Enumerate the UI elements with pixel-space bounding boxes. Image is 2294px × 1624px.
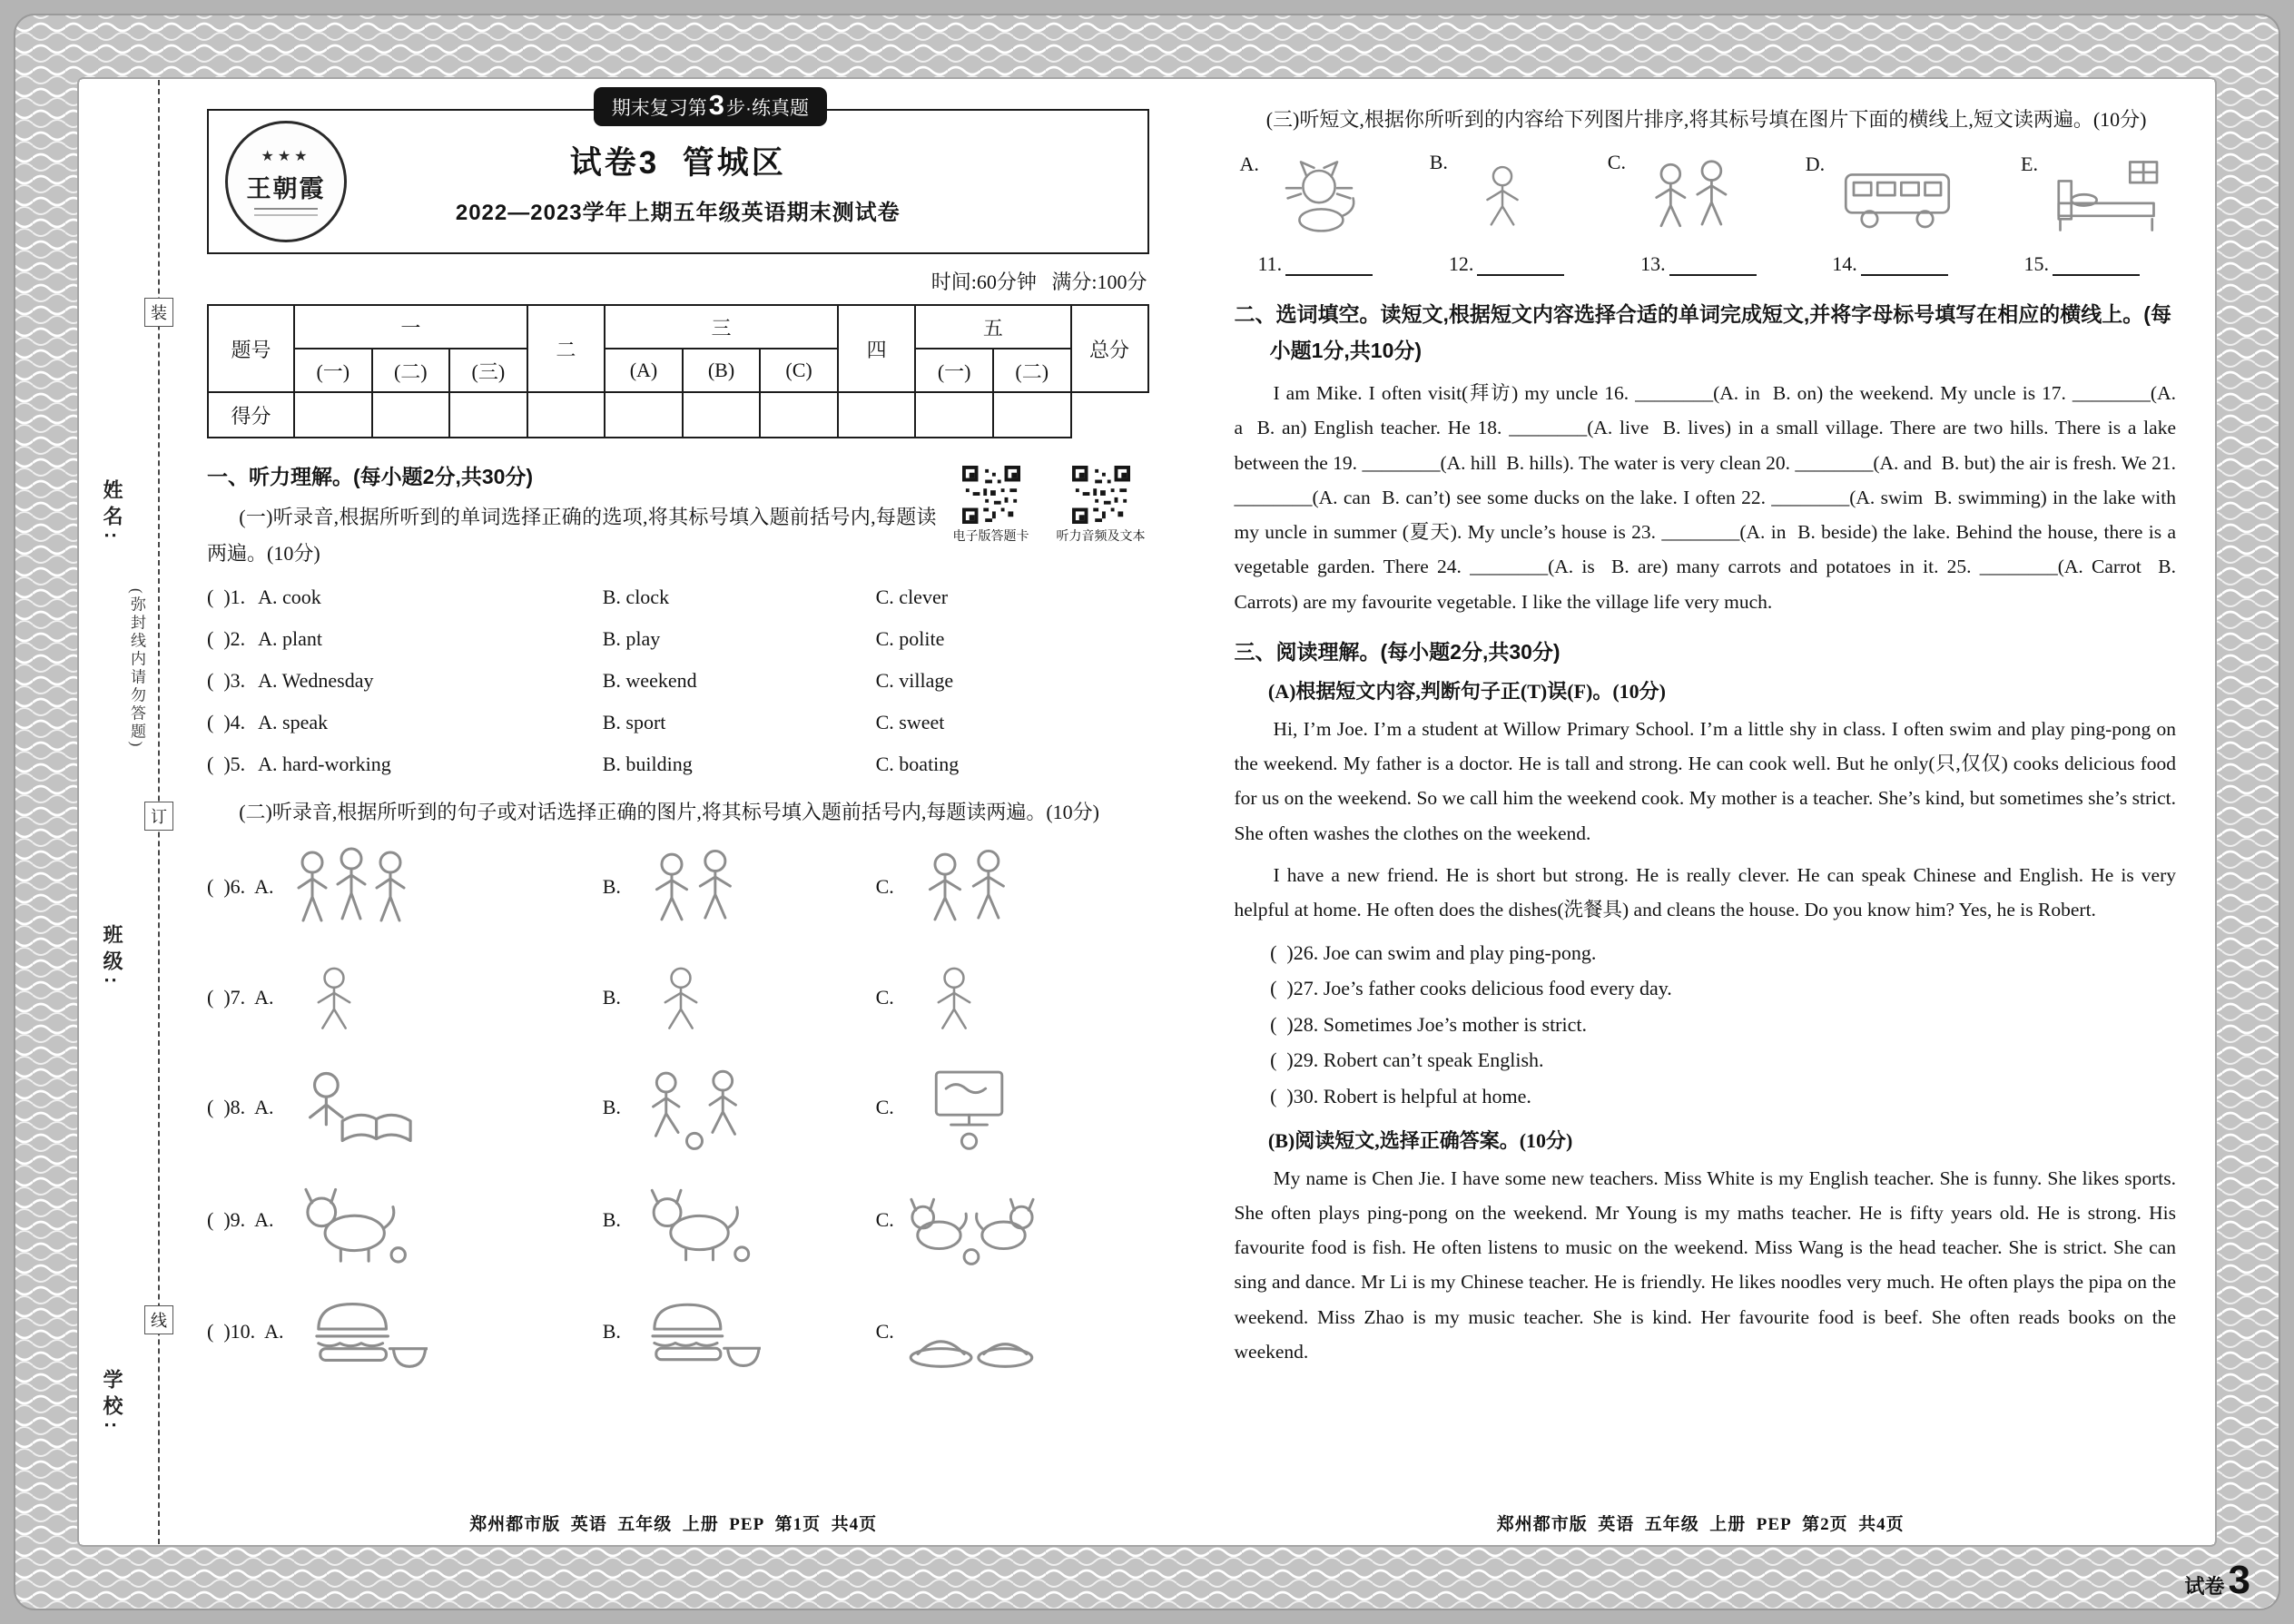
qr-code-icon bbox=[1072, 466, 1130, 524]
option-b-label: B. bbox=[602, 1207, 621, 1231]
hamburger-and-salad-image bbox=[293, 1283, 428, 1381]
question-number: ( )7. bbox=[207, 985, 246, 1009]
section-3-heading: 三、阅读理解。(每小题2分,共30分) bbox=[1234, 639, 1561, 664]
question-number: ( )5. bbox=[207, 753, 246, 776]
dancing-children-image bbox=[283, 836, 419, 938]
ordering-answer-blanks bbox=[1258, 252, 2141, 276]
answer-blank-12 bbox=[1477, 254, 1564, 276]
dumplings-and-dishes-image bbox=[903, 1283, 1038, 1381]
reading-passage-a-1: Hi, I’m Joe. I’m a student at Willow Primary School. I’m a little shy in class. I often swim and play ping-pong on the weekend. My father is a doctor. He is tall and strong. He can cook well. But he only(只,仅仅) cooks delicious food for us on the weekend. So we call him the weekend cook. My mother is a teacher. She’s kind, but sometimes she’s strict. She often washes the clothes on the weekend. bbox=[1234, 717, 2176, 844]
option-a: A. Wednesday bbox=[258, 669, 374, 693]
time-and-score-info: 时间:60分钟 满分:100分 bbox=[930, 271, 1147, 293]
question-row-5 bbox=[207, 743, 1149, 785]
score-header-5: 五 bbox=[915, 305, 1070, 349]
option-b: B. play bbox=[602, 627, 661, 651]
blank-number: 13. bbox=[1640, 251, 1666, 275]
score-sub-3: (A) bbox=[605, 349, 683, 392]
question-number: ( )1. bbox=[207, 586, 246, 609]
children-playing-football-image bbox=[630, 1059, 759, 1156]
blank-number: 11. bbox=[1257, 251, 1283, 275]
option-a: A. cook bbox=[258, 586, 321, 609]
two-puppies-with-ball-image bbox=[903, 1170, 1038, 1270]
tf-question-26: ( )26. Joe can swim and play ping-pong. bbox=[1270, 940, 1597, 964]
binding-mark-ding: 订 bbox=[144, 802, 173, 831]
section-2-heading: 二、选词填空。读短文,根据短文内容选择合适的单词完成短文,并将字母标号填写在相应的横线上。(每小题1分,共10分) bbox=[1234, 301, 2171, 362]
part-a-instructions: (A)根据短文内容,判断句子正(T)误(F)。(10分) bbox=[1267, 679, 1667, 703]
score-cell-empty bbox=[993, 392, 1071, 438]
review-step-badge bbox=[594, 87, 827, 126]
kitten-image bbox=[1265, 153, 1373, 240]
answer-blank-13 bbox=[1669, 254, 1757, 276]
question-row-8 bbox=[207, 1058, 1149, 1157]
option-c-label: C. bbox=[875, 1319, 894, 1343]
boy-jumping-image bbox=[1453, 151, 1551, 240]
option-a: A. hard-working bbox=[258, 753, 391, 776]
paper-subtitle: 2022—2023学年上期五年级英语期末测试卷 bbox=[455, 201, 901, 225]
paper-title: 试卷3 管城区 bbox=[569, 145, 786, 181]
option-b: B. sport bbox=[602, 711, 666, 734]
score-header-1: 一 bbox=[294, 305, 527, 349]
badge-prefix: 期末复习第 bbox=[611, 98, 707, 119]
question-row-2 bbox=[207, 618, 1149, 660]
score-cell-empty bbox=[605, 392, 683, 438]
part-b-instructions: (B)阅读短文,选择正确答案。(10分) bbox=[1267, 1128, 1573, 1152]
old-woman-image bbox=[283, 950, 385, 1045]
score-sub-7: (二) bbox=[993, 349, 1071, 392]
option-a-label: A. bbox=[254, 874, 274, 898]
score-cell-empty bbox=[915, 392, 993, 438]
option-b: B. building bbox=[602, 753, 693, 776]
corner-number: 3 bbox=[2228, 1558, 2250, 1602]
answer-blank-15 bbox=[2053, 254, 2140, 276]
section-1-heading: 一、听力理解。(每小题2分,共30分) bbox=[207, 465, 534, 488]
option-c: C. sweet bbox=[875, 711, 945, 734]
score-header-2: 二 bbox=[527, 305, 605, 392]
answer-blank-11 bbox=[1285, 254, 1373, 276]
page-1 bbox=[160, 80, 1187, 1544]
option-b-label: B. bbox=[602, 874, 621, 898]
boy-watching-tv-image bbox=[903, 1060, 1027, 1155]
question-number: ( )9. bbox=[207, 1207, 246, 1231]
qr-answer-card bbox=[953, 466, 1029, 545]
option-c-label: C. bbox=[875, 1095, 894, 1118]
score-table bbox=[207, 304, 1149, 438]
question-row-10 bbox=[207, 1283, 1149, 1381]
badge-number: 3 bbox=[708, 89, 724, 121]
logo-stars-icon: ★★★ bbox=[261, 149, 311, 164]
qr-answer-card-label: 电子版答题卡 bbox=[952, 530, 1029, 544]
score-header-row bbox=[208, 305, 1148, 349]
paper-content bbox=[80, 80, 2214, 1544]
picture-label: E. bbox=[2021, 152, 2038, 175]
corner-label: 试卷 bbox=[2184, 1575, 2225, 1598]
score-sub-1: (二) bbox=[372, 349, 450, 392]
option-c-label: C. bbox=[875, 874, 894, 898]
score-label-defen: 得分 bbox=[208, 392, 294, 438]
picture-label: D. bbox=[1805, 152, 1826, 175]
tf-question-28: ( )28. Sometimes Joe’s mother is strict. bbox=[1270, 1012, 1587, 1036]
question-row-6 bbox=[207, 836, 1149, 938]
question-row-1 bbox=[207, 576, 1149, 618]
question-number: ( )8. bbox=[207, 1095, 246, 1118]
boy-waving-image bbox=[903, 950, 1005, 1045]
part-1-instructions: (一)听录音,根据所听到的单词选择正确的选项,将其标号填入题前括号内,每题读两遍。(10分) bbox=[207, 506, 937, 565]
hamburger-and-ice-cream-image bbox=[630, 1284, 761, 1380]
option-b-label: B. bbox=[602, 1095, 621, 1118]
blank-number: 15. bbox=[2023, 251, 2049, 275]
boy-standing-image bbox=[630, 950, 732, 1045]
boy-comforting-friend-image bbox=[630, 840, 755, 934]
tf-question-30: ( )30. Robert is helpful at home. bbox=[1270, 1084, 1531, 1107]
school-label: 学校: bbox=[101, 1369, 123, 1435]
option-c: C. boating bbox=[875, 753, 960, 776]
option-a: A. plant bbox=[258, 627, 323, 651]
order-picture-b bbox=[1430, 151, 1551, 240]
puppy-with-ball-image bbox=[630, 1172, 757, 1268]
logo-brand-name: 王朝霞 bbox=[246, 175, 326, 202]
score-cell-empty bbox=[760, 392, 838, 438]
bedroom-image bbox=[2043, 153, 2171, 240]
score-sub-4: (B) bbox=[683, 349, 761, 392]
option-c-label: C. bbox=[875, 1207, 894, 1231]
score-entry-row bbox=[208, 392, 1148, 438]
question-number: ( )10. bbox=[207, 1319, 256, 1343]
option-a: A. speak bbox=[258, 711, 329, 734]
score-sub-2: (三) bbox=[449, 349, 527, 392]
option-a-label: A. bbox=[254, 985, 274, 1009]
puppy-sitting-image bbox=[283, 1171, 414, 1269]
score-header-4: 四 bbox=[838, 305, 916, 392]
question-number: ( )2. bbox=[207, 627, 246, 651]
badge-suffix: 步·练真题 bbox=[725, 98, 809, 119]
paper-number-corner bbox=[2185, 1560, 2251, 1600]
option-b-label: B. bbox=[602, 985, 621, 1009]
option-c: C. polite bbox=[875, 627, 945, 651]
blank-number: 14. bbox=[1832, 251, 1857, 275]
reading-passage-a-2: I have a new friend. He is short but strong. He is really clever. He can speak Chinese and English. He is very helpful at home. He often does the dishes(洗餐具) and cleans the house. Do you know him? Yes, he is Robert. bbox=[1234, 864, 2176, 921]
seal-margin bbox=[80, 80, 167, 1544]
qr-audio-text-label: 听力音频及文本 bbox=[1056, 530, 1146, 544]
binding-mark-zhuang: 装 bbox=[144, 298, 173, 327]
score-cell-empty bbox=[372, 392, 450, 438]
question-row-7 bbox=[207, 950, 1149, 1045]
order-picture-c bbox=[1608, 151, 1749, 240]
student-name-label: 姓名: bbox=[101, 479, 123, 546]
question-number: ( )6. bbox=[207, 874, 246, 898]
question-row-3 bbox=[207, 660, 1149, 702]
option-c-label: C. bbox=[875, 985, 894, 1009]
picture-label: B. bbox=[1429, 150, 1448, 173]
order-picture-a bbox=[1240, 153, 1373, 240]
option-c: C. clever bbox=[875, 586, 949, 609]
score-cell-empty bbox=[449, 392, 527, 438]
page-1-footer: 郑州都市版 英语 五年级 上册 PEP 第1页 共4页 bbox=[469, 1515, 878, 1534]
score-sub-0: (一) bbox=[294, 349, 372, 392]
picture-ordering-row bbox=[1240, 151, 2171, 240]
question-number: ( )4. bbox=[207, 711, 246, 734]
question-number: ( )3. bbox=[207, 669, 246, 693]
answer-blank-14 bbox=[1861, 254, 1948, 276]
score-sub-5: (C) bbox=[760, 349, 838, 392]
page-2 bbox=[1187, 80, 2215, 1544]
qr-audio-text bbox=[1057, 466, 1146, 545]
order-picture-e bbox=[2021, 153, 2171, 240]
order-picture-d bbox=[1806, 153, 1964, 240]
option-b-label: B. bbox=[602, 1319, 621, 1343]
option-c: C. village bbox=[875, 669, 954, 693]
children-exercising-image bbox=[903, 840, 1029, 934]
tf-question-29: ( )29. Robert can’t speak English. bbox=[1270, 1048, 1544, 1072]
father-and-son-image bbox=[1631, 151, 1749, 240]
part-3-instructions: (三)听短文,根据你所听到的内容给下列图片排序,将其标号填在图片下面的横线上,短文读两遍。(10分) bbox=[1265, 108, 2147, 131]
picture-label: C. bbox=[1607, 150, 1626, 173]
option-a-label: A. bbox=[254, 1095, 274, 1118]
score-cell-empty bbox=[527, 392, 605, 438]
score-subheader-row bbox=[208, 349, 1148, 392]
score-header-tihao: 题号 bbox=[208, 305, 294, 392]
part-2-instructions: (二)听录音,根据所听到的句子或对话选择正确的图片,将其标号填入题前括号内,每题读两遍。(10分) bbox=[239, 801, 1099, 824]
blank-number: 12. bbox=[1448, 251, 1474, 275]
question-row-4 bbox=[207, 702, 1149, 743]
option-a-label: A. bbox=[264, 1319, 284, 1343]
option-a-label: A. bbox=[254, 1207, 274, 1231]
tf-question-27: ( )27. Joe’s father cooks delicious food every day. bbox=[1270, 977, 1672, 1000]
girl-reading-image bbox=[283, 1058, 418, 1157]
seal-line-note: (弥封线内请勿答题) bbox=[128, 588, 145, 750]
score-header-total: 总分 bbox=[1071, 305, 1148, 392]
score-sub-6: (一) bbox=[915, 349, 993, 392]
title-box bbox=[207, 89, 1149, 254]
option-b: B. clock bbox=[602, 586, 670, 609]
picture-label: A. bbox=[1239, 152, 1259, 175]
class-label: 班级: bbox=[101, 924, 123, 990]
section-1-listening bbox=[207, 460, 1149, 576]
cloze-passage: I am Mike. I often visit(拜访) my uncle 16. ________(A. in B. on) the weekend. My uncle is 17. ________(A. a B. an) English teacher. He 18. ________(A. live B. lives) in a small village. There are two hills. There is a lake between the 19. ________(A. hill B. hills). The water is very clean 20. ________(A. and B. but) the air is fresh. We 21. ________(A. can B. can’t) see some ducks on the lake. I often 22. ________(A. swim B. swimming) in the lake with my uncle in summer (夏天). My uncle’s house is 23. ________(A. in B. beside) the lake. Behind the house, there is a vegetable garden. There 24. ________(A. is B. are) many carrots and potatoes in it. 25. ________(A. Carrot B. Carrots) are my favourite vegetable. I like the village life very much. bbox=[1234, 382, 2176, 613]
qr-code-icon bbox=[962, 466, 1020, 524]
qr-codes bbox=[953, 466, 1146, 545]
binding-mark-xian: 线 bbox=[144, 1305, 173, 1334]
score-header-3: 三 bbox=[605, 305, 838, 349]
option-b: B. weekend bbox=[602, 669, 697, 693]
score-cell-empty bbox=[683, 392, 761, 438]
score-cell-empty bbox=[294, 392, 372, 438]
school-bus-image bbox=[1830, 153, 1964, 240]
score-cell-empty bbox=[838, 392, 916, 438]
page-2-footer: 郑州都市版 英语 五年级 上册 PEP 第2页 共4页 bbox=[1496, 1515, 1905, 1534]
question-row-9 bbox=[207, 1170, 1149, 1270]
reading-passage-b: My name is Chen Jie. I have some new teachers. Miss White is my English teacher. She is funny. She likes sports. She often plays ping-pong on the weekend. Mr Young is my maths teacher. He is fifty years old. He is strong. His favourite food is fish. He often listens to music on the weekend. Miss Wang is the head teacher. She is strict. She can sing and dance. Mr Li is my Chinese teacher. He is friendly. He likes noodles very much. He often plays the pipa on the weekend. Miss Zhao is my music teacher. She is kind. Her favourite food is beef. She often reads books on the weekend. bbox=[1234, 1166, 2176, 1363]
